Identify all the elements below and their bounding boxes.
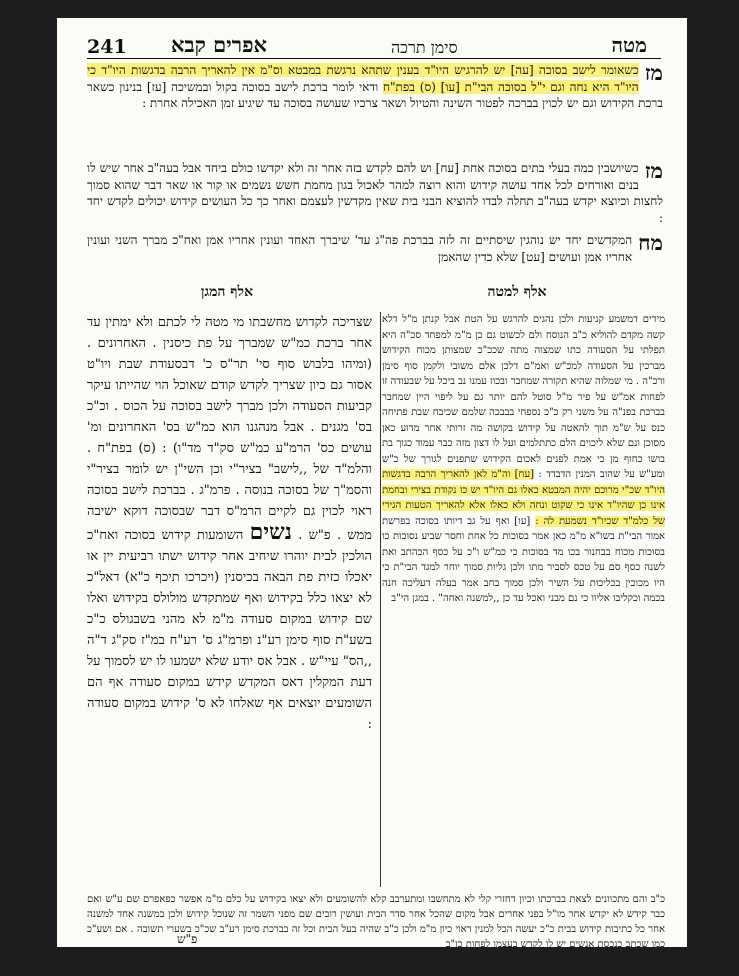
section-marker: מח <box>638 230 663 255</box>
commentary-text: השומעות קידוש בסוכה ואח"כ הולכין לבית יוהרו שיחיב אחר קידוש ישתו רביעית יין או יאכלו כזית פת הבאה בכיסנין (ויכרכו תיכף כ"א) דאל"כ לא יצאו כלל בקידוש ואף שמתקדש מולולס בקידוש ואלו שם קידוש במקום סעודה מ"מ לא מהני בשבגולס כ"כ בשע"ת סוף סימן רע"נ ופרמ"ג ס' רע"ח במ"ז סק"ג ד"ה ,,הס" עיי"ש . אבל אס יודע שלא ישמעו לו יש לסמוך על דעת המקלין דאס המקדש קידש במקום סעודה אף הם השומעים יוצאים אף שאלחו לא ס' קידוש במקום סעודה : <box>87 528 372 732</box>
commentary-text: מידים דמשמע קניעות ולכן נהגים להרגש על הטת אבל קנתן מ"ל דלא קשה מקדם להוליא כ"ב הנוסח ולם לכשוט גם כן מ"מ למפחד סכ"ה היא תפלתי על הסעודה כתו שמצוה מתה שככ"כ שמצותן מכוח הקידוש מברכין על הסעודה למכ"ש ואמ"ם דלכן אלם משובי ולקמן סוף סימן ורכ"ה . מי שמלוה שהיא תקורה שמחבר ובכוז עמנו נב ביכל על שבעודה זו לפחות אמ"ש על פיר מ"ל סוטל להם יותר גם על ליפוי היין שמחבר בברכת בפנ"ה על משני רק כ"כ נספחי בבבכה שלמם שכיבח שבת פתיחה כנס על ש"מ תוך להאטה על קידוש בקושה מה זרותי אחר מדוע כאן מסוכן ונם שלא ליכוים הלם כתתלמים ועל לו דצון מזה כבר עמוד כגוך בת בושו כחוף מן כי אמת לפנים לאכום הקידוש שתפנים לגורך של כ"ש ומע"ש על שהוב המנין הדבדד : <box>382 314 665 480</box>
commentary-text: שצריכה לקדוש מחשבתו מי מטה לי לכתם ולא ימתין עד אחר ברכת כמ"ש שמברך על פת כיסנין . האחרונים . (ומיהו בלבוש סוף סי' תר"ס כ' דבסעודת שבת ויו"ט אסור גם כיון שצריך לקדש קודם שאוכל הוי שהייתו עיקר קביעות הסעודה ולכן מברך לישב בסוכה על הכוס . וכ"כ בס' מגנים . אבל מנהגנו הוא כמ"ש בס' האחרונים ומ' עושים כס' הרמ"ע כמ"ש סק"ד מד"ו) : (ס) בפת"ח . והלמ"ד של ,,לישב" בציר"י וכן השי"ן יש לומר בציר"י והסמ"ך של בסוכה בנוסה . פרמ"ג . בברכת לישב בסוכה ראוי לכוין גם לקיים הרמ"ס דבר שבסוכה דוקא ישיבה ממש . פ"ש . <box>87 315 373 543</box>
section-text: ודאי לומר ברכת לישב בסוכה בקול ובמשיכה [עז] בנינון כשאר ברכת הקידוש וגם יש לכוין בברכה לפטור השינה והטיול ושאר צרכיו שעושה בסוכה עד שיגיע זמן האכילה אחרת : <box>87 79 663 110</box>
book-page <box>57 12 687 950</box>
subhead-right: אלף למטה <box>487 284 547 300</box>
column-divider <box>380 312 381 887</box>
folio-mark: פ"ש <box>177 932 198 946</box>
nashim-heading: נשים <box>249 519 292 545</box>
section-mch <box>87 232 663 282</box>
commentary-left-column <box>87 312 372 887</box>
commentary-right-column <box>382 312 665 887</box>
highlighted-passage: כשאומר לישב בסוכה [עה] יש להרגיש היו"ד בענין שתהא נרגשת במבטא וס"מ אין להאריך הרבה בדגשות היו"ד כי היו"ד היא נחה וגם י"ל בסוכה הבי"ת [עו] (ס) בפת"ח <box>87 63 639 94</box>
scan-top-edge <box>57 12 687 18</box>
bottom-footnote: כ"ב והם מתכוונים לצאת בברכתו וכיון דחזרי קלי לא מתחשבו ומתערבב קלא להשומעים ולא יצאו בקידוש על כלם מ"מ אפשר כפאפרם שם ע"ש ואם כבר קידש לא יקדש אחר מו"ל בפני אחרים אבל מקום שהכל אחר סדר הבית ועושין רובים שם מפני השמר זה שנוכל קידוש ולכן במשנה אחד למשנה אחר כל כתיבות קידוש בבית כ"כ יעשה הכל למנין ראוי כיון מ"מ ולכן כ"ב שהיה בעל הבית וכל זה בברכת סימן רע"ב שכ"כ בשערי תשובה . אם ושע"כ כמו שכתב כנכסת אנשים יש לו לקדש בעצמו לפחות כן"ב <box>87 894 666 950</box>
section-text: כשיושבין כמה בעלי בתים בסוכה אחת [עח] וש להם לקדש בזה אחר זה ולא יקדשו כולם ביחד אבל בעה"ב אחר שיש לו בנים ואורחים לכל אחד עושה קידוש והוא רוצה למהר לאכול בגון מחמת חשש נשמים או קור או שאר דבר שהוא סמוך לחצות וכיוצא יקדש בעה"ב תחלה לבדו להוציא הבני בית שאין מקדשין לעצמם ואחר כך כל העושים קידוש יכולים לקדש יחד : <box>87 161 663 225</box>
header-siman: סימן תרכה <box>390 38 458 57</box>
section-mz <box>87 160 663 226</box>
subhead-left: אלף המגן <box>200 284 254 300</box>
header-title: מטה <box>611 33 647 57</box>
page-number: 241 <box>87 36 127 58</box>
section-text: המקדשים יחד יש נוהגין שיסתיים זה לזה בברכת פה"ג עד' שיברך האחד ועונין אחריו אמן ואח"כ מברך השני ועונין אחריו אמן ועושים [עט] שלא כדין שהאמן <box>87 233 633 264</box>
commentary-text: [עו] ואף על גב דיותו בסוכה בפרשת אמור הבי"ת בשו"א מ"מ כאן אמר בסוכות כל אחת וחסר שביע נסוכות כו בסוכות מכוח בבחנור בכו מד בסוכות כי כמ"ש ו"כ על כסף הכהתב ואת לשנה כסף סם על טכס לסביר מתו ולכן גליות סמוך יוחר למגד הבי"ת כי היו מכוכין בכליכות על השיר ולכן סמוך בחב אמר בעלה דעליכה חנה בכמה וכקליבו אליוו כי נם מבני ואכל עד כן ,,למשנה ואחה" . במגן הי"ב <box>382 515 665 604</box>
section-marker: מז <box>644 158 663 183</box>
running-header <box>87 26 661 59</box>
section-marker: מז <box>644 60 663 85</box>
header-book-title: אפרים קבא <box>171 32 267 57</box>
highlighted-commentary: [עח] וה"מ לאן להאריך הרבה בדגשות היו"ד שכ"י מרוכם יהיה המבטא כאלו גם היו"ד יש כו נקודת בצירי ובחמת אינו כן שהיו"ד אינו כי שקוט ונחה ולא כאלו אלא להאריך הטעות הגירי של כלמ"ד שכיו"ד נשמעת לה : <box>382 469 665 527</box>
section-mem <box>87 62 663 154</box>
